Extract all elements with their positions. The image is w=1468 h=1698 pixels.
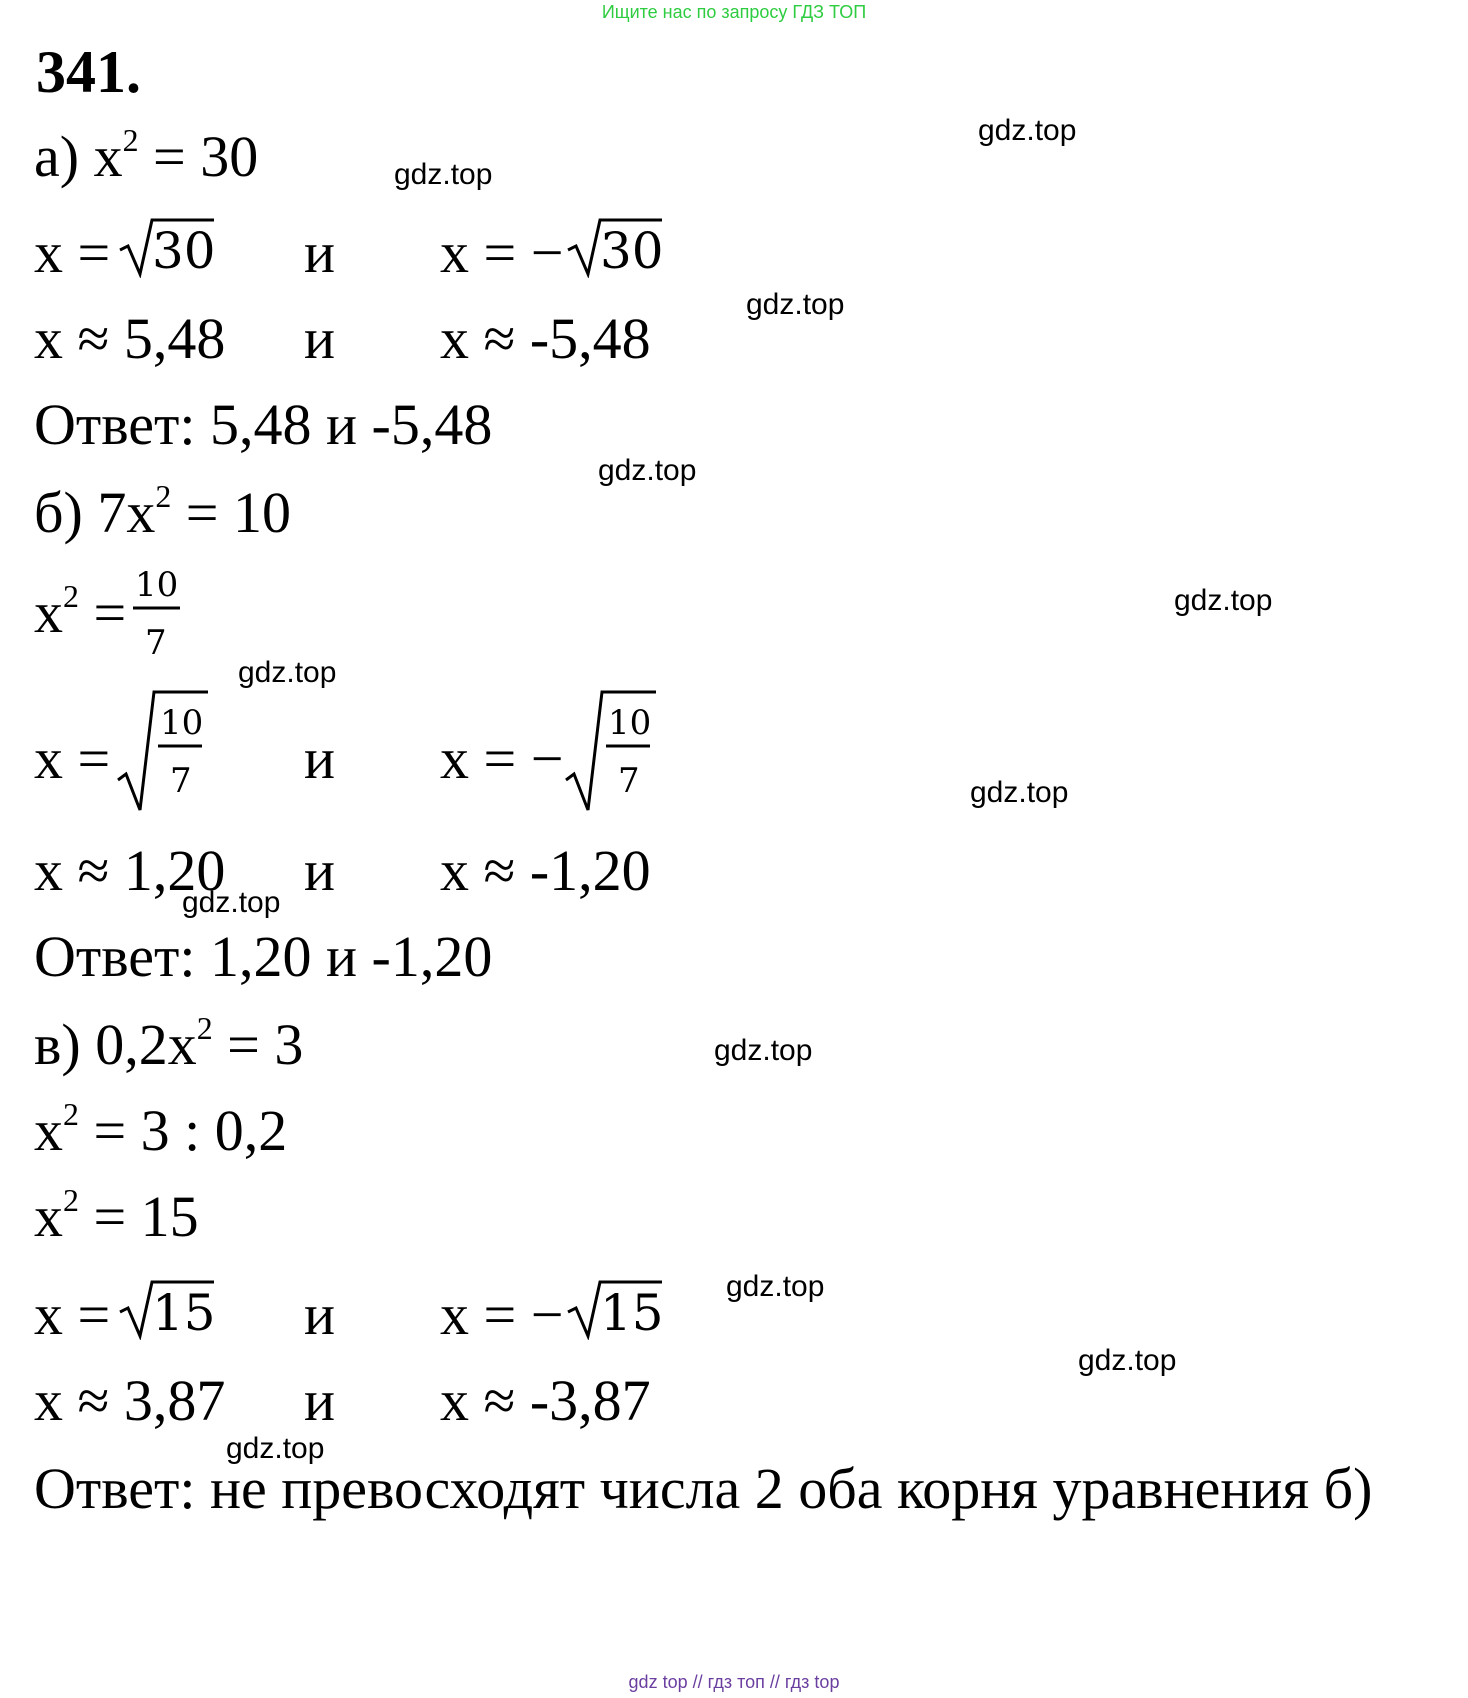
- watermark: gdz.top: [726, 1270, 825, 1303]
- svg-text:15: 15: [600, 1284, 664, 1340]
- svg-text:7: 7: [145, 623, 167, 662]
- watermark: gdz.top: [970, 776, 1069, 809]
- svg-text:10: 10: [608, 703, 652, 743]
- part-c-answer: Ответ: не превосходят числа 2 оба корня уравнения б): [34, 1456, 1373, 1521]
- part-a-equation: а) $x^2 = 30$: [34, 122, 259, 189]
- part-b-x2: $x^2$ =: [34, 578, 127, 645]
- part-b-root-right: x = −: [440, 726, 564, 791]
- svg-text:7: 7: [618, 761, 640, 801]
- part-a-approx-left: x ≈ 5,48: [34, 306, 226, 371]
- watermark: gdz.top: [1174, 584, 1273, 617]
- watermark: gdz.top: [238, 656, 337, 689]
- part-a-answer: Ответ: 5,48 и -5,48: [34, 392, 493, 457]
- part-a-conj-2: и: [304, 306, 336, 371]
- svg-text:30: 30: [600, 222, 664, 278]
- part-b-fraction: [130, 562, 190, 662]
- part-b-conj-2: и: [304, 838, 336, 903]
- watermark: gdz.top: [226, 1432, 325, 1465]
- footer-links: gdz top // гдз топ // гдз top: [628, 1672, 840, 1692]
- part-b-sqrt-left: [116, 688, 212, 814]
- part-c-conj-2: и: [304, 1368, 336, 1433]
- part-c-root-right: x = −: [440, 1282, 564, 1347]
- watermark: gdz.top: [746, 288, 845, 321]
- part-b-approx-right: x ≈ -1,20: [440, 838, 651, 903]
- part-a-conj-1: и: [304, 220, 336, 285]
- svg-text:30: 30: [152, 222, 216, 278]
- part-a-sqrt-left: [118, 216, 218, 278]
- svg-text:10: 10: [160, 703, 204, 743]
- part-c-sqrt-left: [118, 1278, 218, 1340]
- svg-text:7: 7: [170, 761, 192, 801]
- part-b-answer: Ответ: 1,20 и -1,20: [34, 924, 493, 989]
- part-b-root-left: x =: [34, 726, 111, 791]
- part-b-conj-1: и: [304, 726, 336, 791]
- part-a-approx-right: x ≈ -5,48: [440, 306, 651, 371]
- part-c-approx-right: x ≈ -3,87: [440, 1368, 651, 1433]
- part-c-equation: в) $0,2x^2 = 3$: [34, 1010, 304, 1077]
- svg-text:10: 10: [135, 565, 179, 605]
- part-c-step2: $x^2 = 15$: [34, 1182, 199, 1249]
- part-a-root-right: x = −: [440, 220, 564, 285]
- part-c-root-left: x =: [34, 1282, 111, 1347]
- part-c-conj-1: и: [304, 1282, 336, 1347]
- watermark: gdz.top: [598, 454, 697, 487]
- watermark: gdz.top: [714, 1034, 813, 1067]
- watermark: gdz.top: [1078, 1344, 1177, 1377]
- part-c-sqrt-right: [566, 1278, 666, 1340]
- svg-text:15: 15: [152, 1284, 216, 1340]
- part-a-root-left: x =: [34, 220, 111, 285]
- part-c-approx-left: x ≈ 3,87: [34, 1368, 226, 1433]
- watermark: gdz.top: [394, 158, 493, 191]
- part-b-equation: б) $7x^2 = 10$: [34, 478, 291, 545]
- watermark: gdz.top: [978, 114, 1077, 147]
- part-a-sqrt-right: [566, 216, 666, 278]
- part-b-sqrt-right: [564, 688, 660, 814]
- problem-number: 341.: [36, 39, 141, 105]
- top-banner: Ищите нас по запросу ГДЗ ТОП: [601, 2, 867, 22]
- part-c-step1: $x^2 = 3$ : 0,2: [34, 1096, 288, 1163]
- part-b-approx-left: x ≈ 1,20: [34, 838, 226, 903]
- watermark: gdz.top: [182, 886, 281, 919]
